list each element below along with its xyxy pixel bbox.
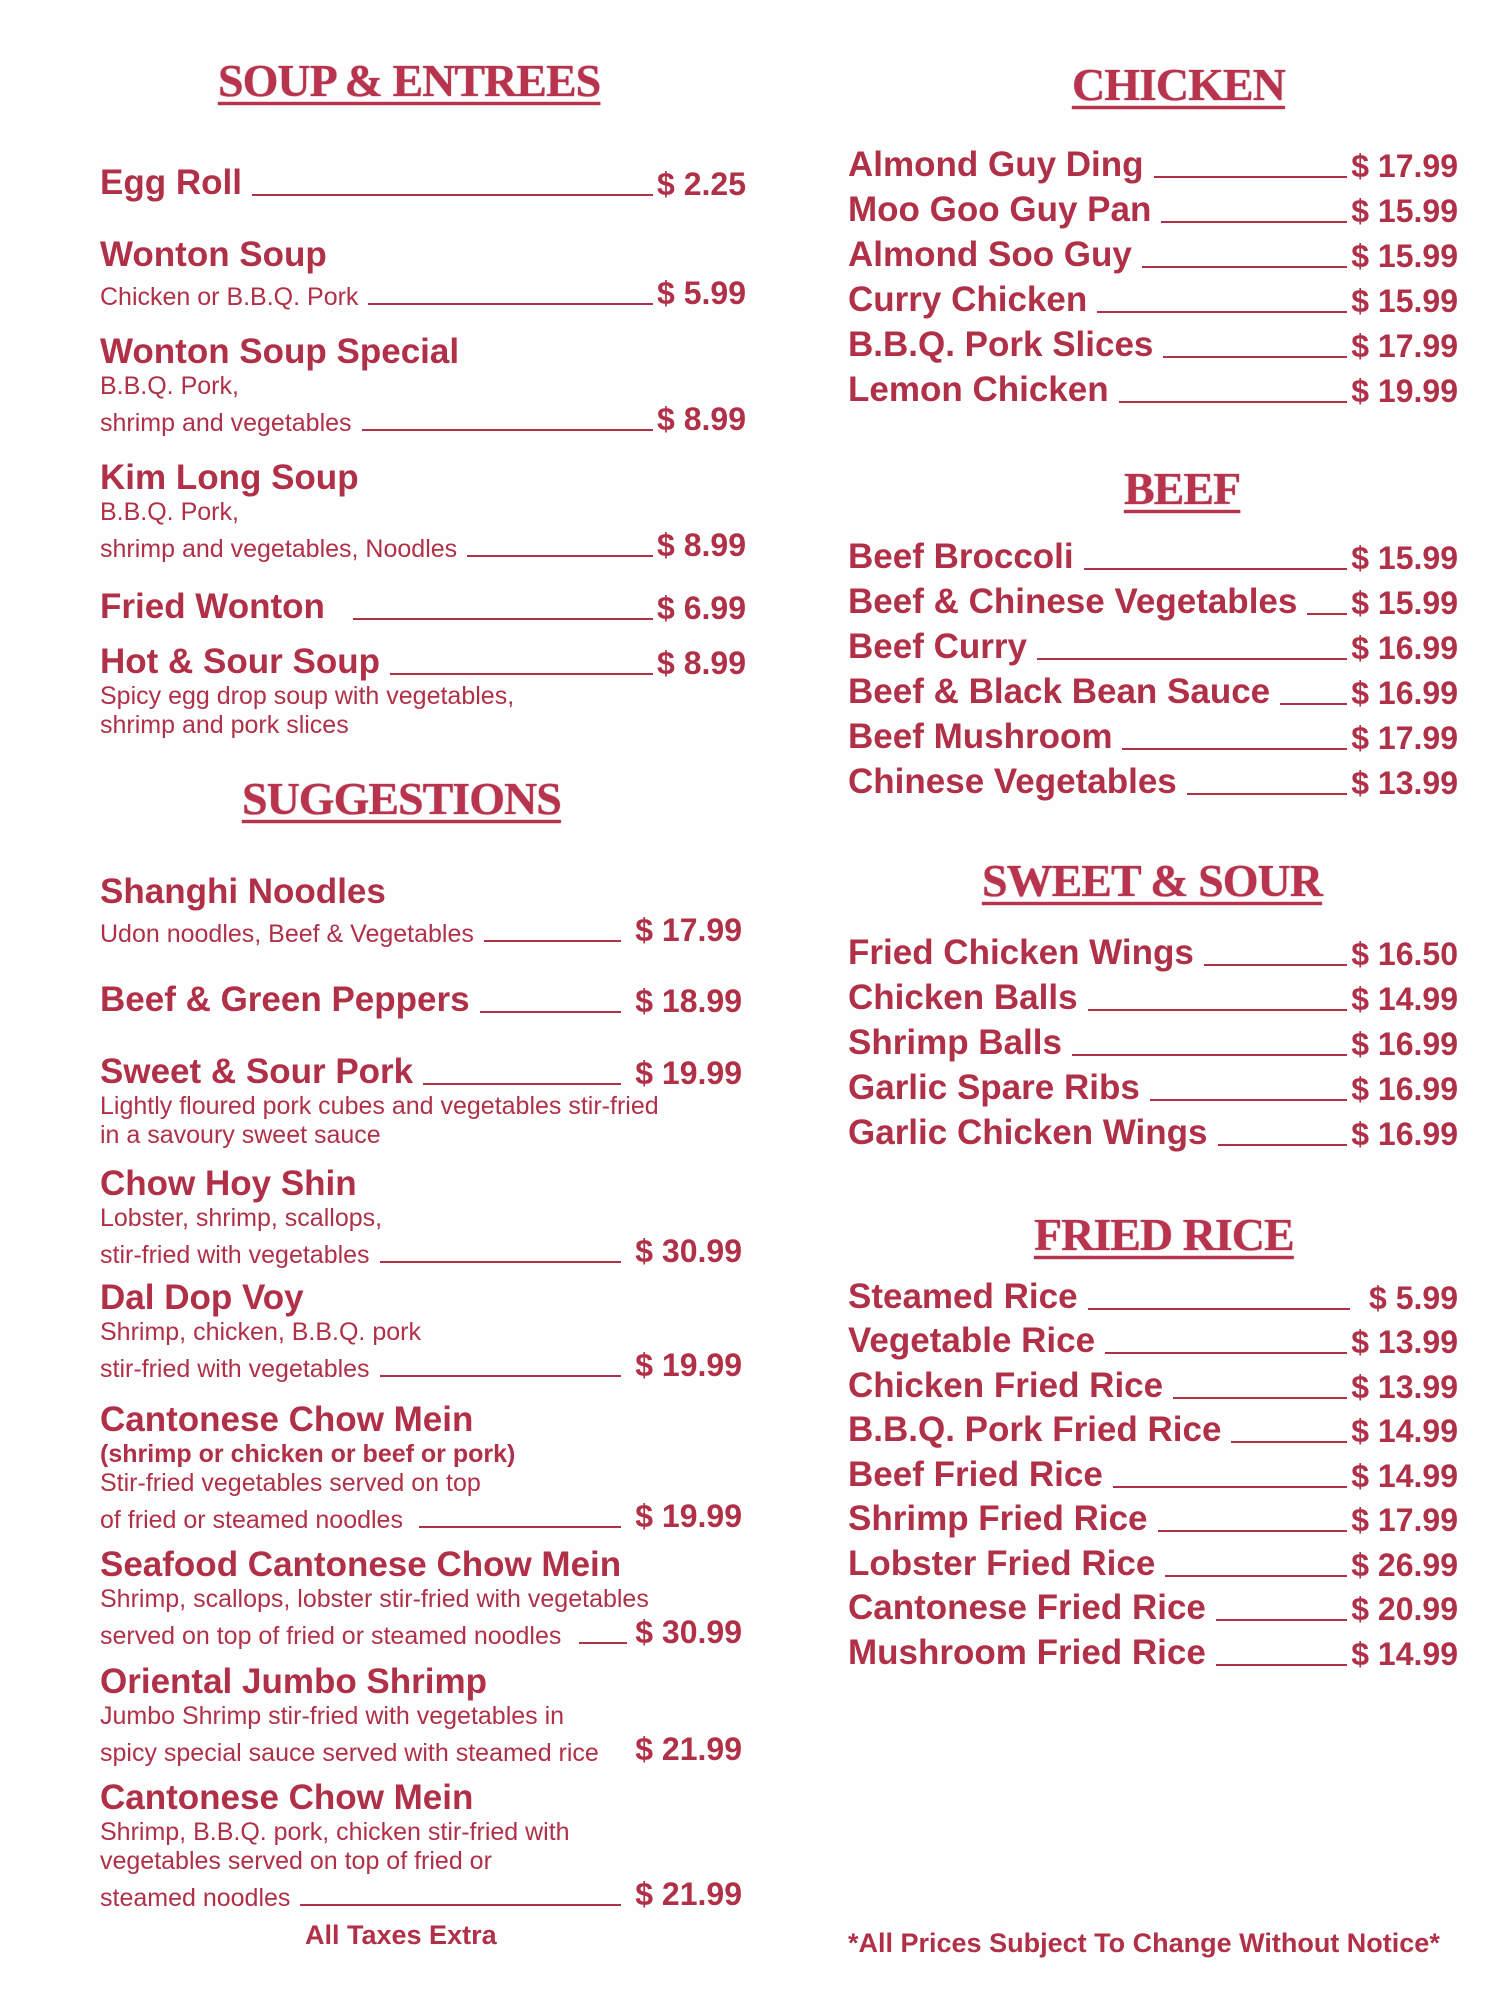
leader-line (390, 673, 653, 675)
item-name: Beef Curry (848, 627, 1027, 666)
menu-item-wonton-soup-special (100, 332, 746, 438)
menu-item-dal-dop-voy (100, 1278, 742, 1384)
leader-line (480, 1011, 622, 1013)
leader-line (419, 1526, 621, 1528)
item-desc: Lightly floured pork cubes and vegetables stir-fried (100, 1092, 659, 1120)
leader-line (1204, 964, 1347, 966)
item-name: Steamed Rice (848, 1276, 1078, 1316)
leader-line (1122, 748, 1347, 750)
item-name: Chinese Vegetables (848, 762, 1177, 801)
fried-rice-list (848, 1272, 1458, 1673)
item-name: Moo Goo Guy Pan (848, 190, 1152, 229)
leader-line (1150, 1099, 1347, 1101)
leader-line (1037, 658, 1347, 660)
leader-line (579, 1642, 627, 1644)
item-price: $ 20.99 (1351, 1591, 1458, 1627)
leader-line (1088, 1009, 1348, 1011)
item-name: Beef Mushroom (848, 717, 1113, 756)
item-price: $ 30.99 (635, 1233, 742, 1269)
item-price: $ 13.99 (1351, 1324, 1458, 1360)
item-name: Fried Chicken Wings (848, 933, 1194, 972)
leader-line (1231, 1441, 1347, 1443)
item-price: $ 16.99 (1351, 1116, 1458, 1152)
menu-item-wonton-soup (100, 235, 746, 312)
item-name: Sweet & Sour Pork (100, 1052, 414, 1091)
leader-line (353, 618, 653, 620)
item-price: $ 19.99 (635, 1055, 742, 1091)
item-desc: spicy special sauce served with steamed rice (100, 1739, 599, 1767)
menu-item (848, 1018, 1458, 1063)
leader-line (368, 303, 653, 305)
item-price: $ 14.99 (1351, 1457, 1458, 1494)
menu-item (848, 1317, 1458, 1362)
item-name: Beef & Black Bean Sauce (848, 672, 1271, 711)
menu-item-oriental-jumbo-shrimp (100, 1662, 742, 1768)
item-name: Beef Fried Rice (848, 1454, 1103, 1494)
menu-item (848, 928, 1458, 973)
item-name: Seafood Cantonese Chow Mein (100, 1545, 622, 1584)
leader-line (1158, 1530, 1348, 1532)
section-heading-suggestions: SUGGESTIONS (242, 773, 561, 824)
item-desc: Stir-fried vegetables served on top (100, 1469, 481, 1497)
item-name: Chicken Fried Rice (848, 1365, 1164, 1405)
item-desc: Shrimp, scallops, lobster stir-fried with vegetables (100, 1585, 649, 1613)
item-price: $ 2.25 (657, 166, 746, 202)
item-desc: B.B.Q. Pork, (100, 498, 239, 526)
leader-line (1187, 793, 1347, 795)
item-desc: Spicy egg drop soup with vegetables, (100, 682, 515, 710)
menu-item (848, 667, 1458, 712)
item-price: $ 17.99 (1351, 148, 1458, 184)
item-name: Beef & Chinese Vegetables (848, 582, 1298, 621)
menu-item-shanghi-noodles (100, 872, 742, 949)
leader-line (1218, 1144, 1348, 1146)
menu-item (848, 1450, 1458, 1495)
item-name: Shanghi Noodles (100, 872, 386, 911)
item-price: $ 14.99 (1351, 1635, 1458, 1672)
item-name: Egg Roll (100, 163, 242, 202)
item-price: $ 16.99 (1351, 675, 1458, 711)
item-price: $ 21.99 (635, 1731, 742, 1767)
item-price: $ 13.99 (1351, 765, 1458, 801)
item-price: $ 17.99 (1351, 328, 1458, 364)
menu-item-cantonese-chow-mein (100, 1400, 742, 1535)
menu-item (848, 1495, 1458, 1540)
section-heading-beef: BEEF (1124, 463, 1241, 514)
leader-line (1154, 176, 1348, 178)
item-price: $ 14.99 (1351, 981, 1458, 1017)
section-heading-soup-entrees: SOUP & ENTREES (218, 55, 601, 106)
item-desc: vegetables served on top of fried or (100, 1847, 492, 1875)
item-desc: shrimp and pork slices (100, 711, 349, 739)
menu-item (848, 622, 1458, 667)
menu-item-seafood-cantonese-chow-mein (100, 1545, 742, 1651)
item-name: Wonton Soup Special (100, 332, 460, 371)
item-name: Dal Dop Voy (100, 1278, 304, 1317)
item-price: $ 26.99 (1351, 1546, 1458, 1583)
item-price: $ 16.99 (1351, 1026, 1458, 1062)
item-name: Garlic Spare Ribs (848, 1068, 1140, 1107)
leader-line (1105, 1352, 1347, 1354)
menu-item (848, 973, 1458, 1018)
leader-line (1088, 1308, 1350, 1310)
item-name: Cantonese Chow Mein (100, 1400, 474, 1439)
menu-item (848, 712, 1458, 757)
item-price: $ 5.99 (657, 275, 746, 311)
item-name: Kim Long Soup (100, 458, 359, 497)
item-name: Beef Broccoli (848, 537, 1074, 576)
item-name: Vegetable Rice (848, 1321, 1096, 1360)
item-price: $ 19.99 (1351, 373, 1458, 409)
leader-line (1280, 703, 1347, 705)
item-name: Wonton Soup (100, 235, 327, 274)
leader-line (252, 194, 653, 196)
item-price: $ 14.99 (1351, 1413, 1458, 1449)
item-desc: Shrimp, chicken, B.B.Q. pork (100, 1318, 421, 1346)
item-name: Lobster Fried Rice (848, 1543, 1156, 1583)
item-desc: stir-fried with vegetables (100, 1241, 370, 1269)
menu-item-fried-wonton (100, 587, 746, 627)
item-desc: of fried or steamed noodles (100, 1506, 403, 1534)
sweet-sour-list (848, 928, 1458, 1153)
menu-item-hot-sour-soup (100, 642, 746, 740)
item-price: $ 15.99 (1351, 193, 1458, 229)
item-name: B.B.Q. Pork Fried Rice (848, 1410, 1222, 1449)
leader-line (1142, 266, 1347, 268)
item-desc: steamed noodles (100, 1884, 291, 1912)
item-price: $ 5.99 (1369, 1279, 1458, 1316)
leader-line (380, 1375, 622, 1377)
menu-item (848, 140, 1458, 185)
leader-line (300, 1904, 621, 1906)
item-desc: Lobster, shrimp, scallops, (100, 1204, 383, 1232)
section-heading-sweet-sour: SWEET & SOUR (982, 855, 1322, 906)
item-desc: served on top of fried or steamed noodles (100, 1622, 562, 1650)
item-name: Hot & Sour Soup (100, 642, 380, 681)
leader-line (423, 1083, 621, 1085)
item-price: $ 8.99 (657, 645, 746, 681)
chicken-list (848, 140, 1458, 410)
menu-item (848, 1539, 1458, 1584)
menu-item-cantonese-chow-mein-special (100, 1778, 742, 1913)
leader-line (1216, 1619, 1347, 1621)
beef-list (848, 532, 1458, 802)
section-heading-chicken: CHICKEN (1072, 59, 1285, 110)
item-name: Curry Chicken (848, 280, 1088, 319)
item-name: Shrimp Fried Rice (848, 1499, 1148, 1538)
leader-line (1216, 1664, 1347, 1666)
item-price: $ 8.99 (657, 401, 746, 437)
item-price: $ 15.99 (1351, 238, 1458, 274)
menu-item-beef-green-peppers (100, 980, 742, 1020)
menu-item (848, 275, 1458, 320)
leader-line (484, 940, 621, 942)
item-price: $ 13.99 (1351, 1368, 1458, 1405)
item-price: $ 15.99 (1351, 540, 1458, 576)
section-heading-fried-rice: FRIED RICE (1034, 1209, 1294, 1260)
leader-line (1165, 1575, 1347, 1577)
menu-item (848, 1272, 1458, 1317)
leader-line (1307, 613, 1347, 615)
item-subtitle: (shrimp or chicken or beef or pork) (100, 1440, 516, 1468)
item-price: $ 8.99 (657, 527, 746, 563)
item-price: $ 21.99 (635, 1876, 742, 1912)
item-name: Lemon Chicken (848, 370, 1109, 409)
item-price: $ 17.99 (1351, 720, 1458, 756)
item-price: $ 16.99 (1351, 630, 1458, 666)
menu-item (848, 532, 1458, 577)
item-name: Shrimp Balls (848, 1023, 1062, 1062)
item-desc: shrimp and vegetables, Noodles (100, 535, 458, 563)
leader-line (467, 555, 653, 557)
menu-item (848, 230, 1458, 275)
item-name: Garlic Chicken Wings (848, 1113, 1208, 1152)
menu-item-kim-long-soup (100, 458, 746, 564)
footer-prices-note: *All Prices Subject To Change Without Notice* (848, 1928, 1440, 1958)
menu-item (848, 1628, 1458, 1673)
item-price: $ 19.99 (635, 1498, 742, 1534)
menu-item (848, 1361, 1458, 1406)
item-name: Cantonese Chow Mein (100, 1778, 474, 1817)
item-price: $ 16.99 (1351, 1071, 1458, 1107)
menu-item (848, 185, 1458, 230)
item-price: $ 19.99 (635, 1347, 742, 1383)
item-price: $ 15.99 (1351, 585, 1458, 621)
menu-item-egg-roll (100, 163, 746, 203)
item-name: Beef & Green Peppers (100, 980, 470, 1019)
leader-line (1072, 1054, 1347, 1056)
item-name: Chicken Balls (848, 978, 1078, 1017)
item-price: $ 17.99 (1351, 1502, 1458, 1538)
item-price: $ 30.99 (635, 1614, 742, 1650)
leader-line (380, 1261, 622, 1263)
menu-item (848, 1063, 1458, 1108)
item-desc: in a savoury sweet sauce (100, 1121, 381, 1149)
leader-line (1097, 311, 1347, 313)
menu-item (848, 1108, 1458, 1153)
menu-item (848, 1406, 1458, 1451)
item-desc: stir-fried with vegetables (100, 1355, 370, 1383)
item-price: $ 18.99 (635, 983, 742, 1019)
item-name: Mushroom Fried Rice (848, 1632, 1206, 1672)
leader-line (1163, 356, 1347, 358)
menu-item (848, 757, 1458, 802)
menu-item-sweet-sour-pork (100, 1052, 742, 1150)
menu-item (848, 577, 1458, 622)
menu-item-chow-hoy-shin (100, 1164, 742, 1270)
item-name: Chow Hoy Shin (100, 1164, 357, 1203)
menu-item (848, 365, 1458, 410)
item-desc: Udon noodles, Beef & Vegetables (100, 920, 474, 948)
item-desc: B.B.Q. Pork, (100, 372, 239, 400)
leader-line (1173, 1397, 1347, 1399)
footer-taxes-note: All Taxes Extra (305, 1920, 497, 1950)
item-price: $ 16.50 (1351, 936, 1458, 972)
item-price: $ 17.99 (635, 912, 742, 948)
item-name: Almond Guy Ding (848, 145, 1144, 184)
item-desc: Shrimp, B.B.Q. pork, chicken stir-fried with (100, 1818, 570, 1846)
item-name: Oriental Jumbo Shrimp (100, 1662, 487, 1701)
leader-line (1113, 1486, 1347, 1488)
item-price: $ 15.99 (1351, 283, 1458, 319)
leader-line (362, 429, 653, 431)
item-name: Fried Wonton (100, 587, 325, 626)
leader-line (1119, 401, 1348, 403)
item-name: Cantonese Fried Rice (848, 1588, 1206, 1627)
item-desc: Jumbo Shrimp stir-fried with vegetables in (100, 1702, 565, 1730)
leader-line (1084, 568, 1348, 570)
menu-item (848, 320, 1458, 365)
menu-item (848, 1584, 1458, 1629)
item-desc: Chicken or B.B.Q. Pork (100, 283, 359, 311)
item-name: B.B.Q. Pork Slices (848, 325, 1154, 364)
item-price: $ 6.99 (657, 590, 746, 626)
item-desc: shrimp and vegetables (100, 409, 352, 437)
leader-line (1161, 221, 1347, 223)
item-name: Almond Soo Guy (848, 235, 1132, 274)
